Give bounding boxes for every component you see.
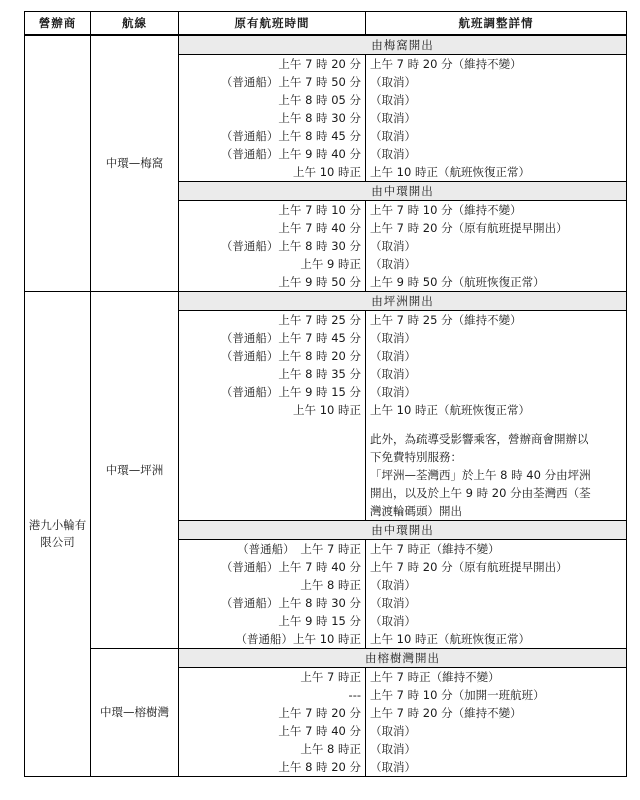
note-left-blank xyxy=(179,466,366,484)
adjusted-time: 上午 9 時 50 分（航班恢復正常） xyxy=(366,273,627,292)
adjusted-time: （取消） xyxy=(366,237,627,255)
section-heading: 由榕樹灣開出 xyxy=(179,649,627,668)
original-time: 上午 7 時 25 分 xyxy=(179,311,366,330)
adjusted-time: 上午 7 時 25 分（維持不變） xyxy=(366,311,627,330)
original-time: 上午 10 時正 xyxy=(179,401,366,419)
original-time: 上午 7 時 20 分 xyxy=(179,704,366,722)
section-heading-row xyxy=(25,292,627,311)
original-time: 上午 9 時 50 分 xyxy=(179,273,366,292)
note-left-blank xyxy=(179,430,366,448)
note-spacer-right xyxy=(366,419,627,430)
adjusted-time: （取消） xyxy=(366,127,627,145)
adjusted-time: （取消） xyxy=(366,758,627,777)
header-operator: 營辦商 xyxy=(25,12,91,36)
section-heading-row xyxy=(25,649,627,668)
adjusted-time: （取消） xyxy=(366,594,627,612)
special-service-note-line: 下免費特別服務： xyxy=(366,448,627,466)
section-heading-row xyxy=(25,35,627,55)
operator-name: 港九小輪有限公司 xyxy=(25,292,91,777)
original-time: （普通船）上午 9 時 15 分 xyxy=(179,383,366,401)
original-time: （普通船） 上午 7 時正 xyxy=(179,540,366,559)
section-heading: 由中環開出 xyxy=(179,182,627,201)
adjusted-time: （取消） xyxy=(366,255,627,273)
adjusted-time: 上午 7 時 10 分（加開一班航班） xyxy=(366,686,627,704)
header-adjustment-details: 航班調整詳情 xyxy=(366,12,627,36)
adjusted-time: 上午 7 時 10 分（維持不變） xyxy=(366,201,627,220)
adjusted-time: （取消） xyxy=(366,329,627,347)
original-time: 上午 8 時正 xyxy=(179,576,366,594)
original-time: 上午 8 時 35 分 xyxy=(179,365,366,383)
adjusted-time: （取消） xyxy=(366,347,627,365)
adjusted-time: 上午 7 時 20 分（原有航班提早開出） xyxy=(366,558,627,576)
operator-cell-blank xyxy=(25,35,91,292)
adjusted-time: （取消） xyxy=(366,91,627,109)
header-row xyxy=(25,12,627,36)
special-service-note-line: 灣渡輪碼頭）開出 xyxy=(366,502,627,521)
adjusted-time: 上午 7 時正（維持不變） xyxy=(366,668,627,687)
header-route: 航線 xyxy=(91,12,179,36)
adjusted-time: （取消） xyxy=(366,740,627,758)
original-time: 上午 9 時 15 分 xyxy=(179,612,366,630)
adjusted-time: 上午 7 時 20 分（維持不變） xyxy=(366,55,627,74)
original-time: 上午 7 時 40 分 xyxy=(179,722,366,740)
route-name: 中環—坪洲 xyxy=(91,292,179,649)
adjusted-time: 上午 10 時正（航班恢復正常） xyxy=(366,163,627,182)
header-original-time: 原有航班時間 xyxy=(179,12,366,36)
original-time: （普通船）上午 9 時 40 分 xyxy=(179,145,366,163)
adjusted-time: 上午 7 時 20 分（原有航班提早開出） xyxy=(366,219,627,237)
original-time: （普通船）上午 8 時 45 分 xyxy=(179,127,366,145)
route-name: 中環—榕樹灣 xyxy=(91,649,179,777)
route-name: 中環—梅窩 xyxy=(91,35,179,292)
original-time: --- xyxy=(179,686,366,704)
adjusted-time: 上午 10 時正（航班恢復正常） xyxy=(366,630,627,649)
special-service-note-line: 「坪洲—荃灣西」於上午 8 時 40 分由坪洲 xyxy=(366,466,627,484)
note-left-blank xyxy=(179,502,366,521)
original-time: 上午 9 時正 xyxy=(179,255,366,273)
adjusted-time: （取消） xyxy=(366,576,627,594)
adjusted-time: （取消） xyxy=(366,145,627,163)
section-heading: 由坪洲開出 xyxy=(179,292,627,311)
original-time: 上午 7 時 40 分 xyxy=(179,219,366,237)
adjusted-time: 上午 7 時 20 分（維持不變） xyxy=(366,704,627,722)
note-spacer-left xyxy=(179,419,366,430)
section-heading: 由梅窩開出 xyxy=(179,35,627,55)
section-heading: 由中環開出 xyxy=(179,521,627,540)
adjusted-time: 上午 7 時正（維持不變） xyxy=(366,540,627,559)
original-time: 上午 8 時 20 分 xyxy=(179,758,366,777)
special-service-note-line: 開出，以及於上午 9 時 20 分由荃灣西（荃 xyxy=(366,484,627,502)
adjusted-time: 上午 10 時正（航班恢復正常） xyxy=(366,401,627,419)
original-time: 上午 8 時正 xyxy=(179,740,366,758)
note-left-blank xyxy=(179,448,366,466)
original-time: （普通船）上午 8 時 30 分 xyxy=(179,594,366,612)
original-time: （普通船）上午 7 時 50 分 xyxy=(179,73,366,91)
original-time: （普通船）上午 7 時 40 分 xyxy=(179,558,366,576)
adjusted-time: （取消） xyxy=(366,73,627,91)
adjusted-time: （取消） xyxy=(366,109,627,127)
original-time: （普通船）上午 10 時正 xyxy=(179,630,366,649)
ferry-schedule-document xyxy=(24,11,626,777)
original-time: （普通船）上午 7 時 45 分 xyxy=(179,329,366,347)
adjusted-time: （取消） xyxy=(366,365,627,383)
original-time: 上午 8 時 05 分 xyxy=(179,91,366,109)
original-time: （普通船）上午 8 時 20 分 xyxy=(179,347,366,365)
ferry-schedule-table xyxy=(24,11,627,777)
original-time: 上午 7 時 20 分 xyxy=(179,55,366,74)
original-time: 上午 7 時 10 分 xyxy=(179,201,366,220)
schedule-body xyxy=(25,35,627,777)
original-time: 上午 10 時正 xyxy=(179,163,366,182)
adjusted-time: （取消） xyxy=(366,722,627,740)
adjusted-time: （取消） xyxy=(366,612,627,630)
note-left-blank xyxy=(179,484,366,502)
original-time: 上午 8 時 30 分 xyxy=(179,109,366,127)
special-service-note-line: 此外，為疏導受影響乘客，營辦商會開辦以 xyxy=(366,430,627,448)
original-time: （普通船）上午 8 時 30 分 xyxy=(179,237,366,255)
adjusted-time: （取消） xyxy=(366,383,627,401)
original-time: 上午 7 時正 xyxy=(179,668,366,687)
